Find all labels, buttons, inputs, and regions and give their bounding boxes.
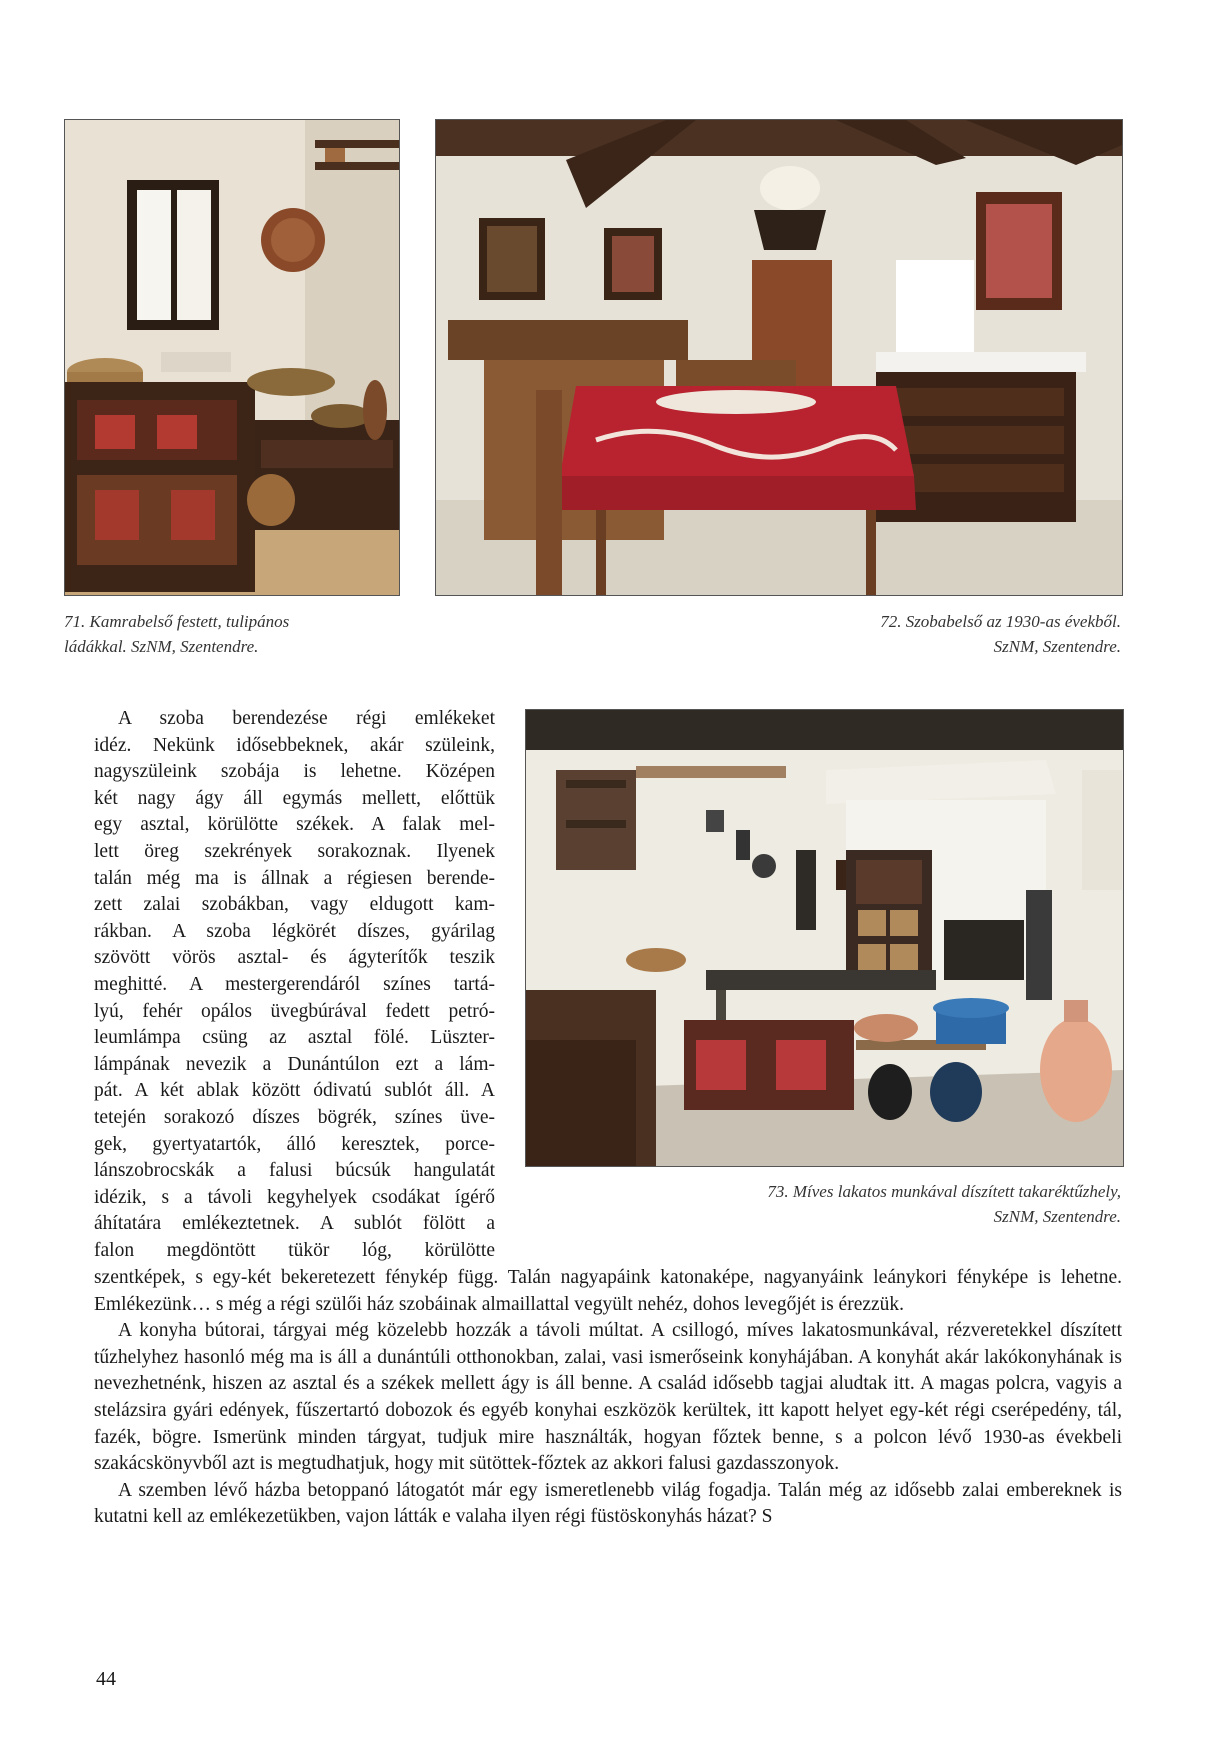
text-line: A szoba berendezése régi emlékeket (118, 708, 495, 729)
text-line: áhítatára emlékeztetnek. A sublót fölött a (94, 1213, 495, 1235)
text-line: pát. A két ablak között ódivatú sublót áll. A (94, 1080, 495, 1102)
body-narrow-column (94, 706, 495, 1264)
photo-kitchen-stove (525, 709, 1124, 1167)
text-line: leumlámpa csüng az asztal fölé. Lüszter- (94, 1027, 495, 1049)
text-line: lett öreg szekrények sorakoznak. Ilyenek (94, 840, 495, 862)
text-line: rákban. A szoba légkörét díszes, gyárilag (94, 920, 495, 942)
caption-line: 72. Szobabelső az 1930-as évekből. (880, 612, 1121, 631)
caption-line: ládákkal. SzNM, Szentendre. (64, 637, 259, 656)
text-line: zett zalai szobákban, vagy eldugott kam- (94, 894, 495, 916)
photo-storeroom (64, 119, 400, 596)
text-line: lámpának nevezik a Dunántúlon ezt a lám- (94, 1053, 495, 1075)
text-line: idézik, s a távoli kegyhelyek csodákat ígérő (94, 1186, 495, 1208)
text-line: meghitté. A mestergerendáról színes tartá- (94, 973, 495, 995)
text-line: két nagy ágy áll egymás mellett, előttük (94, 787, 495, 809)
text-line: gek, gyertyatartók, álló keresztek, porce- (94, 1133, 495, 1155)
paragraph-continuation: szentképek, s egy-két bekeretezett fénykép függ. Talán nagyapáink katonaképe, nagyanyáink leánykori fényképe is lehetne. Emlékezünk… s még a régi szülői ház szobáinak almaillattal vegyült nehéz, dohos levegőjét is érezzük. (94, 1267, 1122, 1315)
body-full-width (94, 1265, 1122, 1531)
caption-figure-73 (620, 1179, 1121, 1229)
caption-line: 73. Míves lakatos munkával díszített takaréktűzhely, (767, 1182, 1121, 1201)
text-line: szövött vörös asztal- és ágyterítők teszik (94, 947, 495, 969)
paragraph: A konyha bútorai, tárgyai még közelebb hozzák a távoli múltat. A csillogó, míves lakatosmunkával, rézveretekkel díszített tűzhelyhez hasonló még ma is áll a dunántúli otthonokban, zalai, vasi ismerőseink konyhájában. A konyhát akár lakókonyhának is nevezhetnénk, hiszen az asztal és a székek mellett ágy is áll benne. A család idősebb tagjai aludtak itt. A magas polcra, vagyis a stelázsira gyári edények, fűszertartó dobozok és egyéb konyhai eszközök kerültek, itt kapott helyet egy-két régi cserépedény, tál, fazék, bögre. Ismerünk minden tárgyat, tudjuk mire használták, hogyan főztek benne, s a polcon lévő 1930-as évekbeli szakácskönyvből azt is megtudhatjuk, hogy mit sütöttek-főztek az akkori falusi gazdasszonyok. (94, 1320, 1122, 1475)
paragraph: A szemben lévő házba betoppanó látogatót már egy ismeretlenebb világ fogadja. Talán még az idősebb zalai embereknek is kutatni kell az emlékezetükben, vajon látták e valaha ilyen régi füstöskonyhás házat? S (94, 1479, 1122, 1528)
caption-line: SzNM, Szentendre. (993, 637, 1121, 656)
caption-figure-72 (720, 609, 1121, 659)
caption-line: SzNM, Szentendre. (993, 1207, 1121, 1226)
text-line: egy asztal, körülötte székek. A falak mel- (94, 814, 495, 836)
text-line: lánszobrocskák a falusi búcsúk hangulatát (94, 1160, 495, 1182)
caption-line: 71. Kamrabelső festett, tulipános (64, 612, 290, 631)
text-line: falon megdöntött tükör lóg, körülötte (94, 1239, 495, 1261)
caption-figure-71 (64, 609, 384, 659)
text-line: nagyszüleink szobája is lehetne. Középen (94, 761, 495, 783)
photo-room-interior (435, 119, 1123, 596)
text-line: tetején sorakozó díszes bögrék, színes üve- (94, 1106, 495, 1128)
text-line: talán még ma is állnak a régiesen berende- (94, 867, 495, 889)
text-line: lyú, fehér opálos üvegbúrával fedett petró- (94, 1000, 495, 1022)
text-line: idéz. Nekünk idősebbeknek, akár szüleink, (94, 734, 495, 756)
page-number: 44 (96, 1668, 116, 1690)
